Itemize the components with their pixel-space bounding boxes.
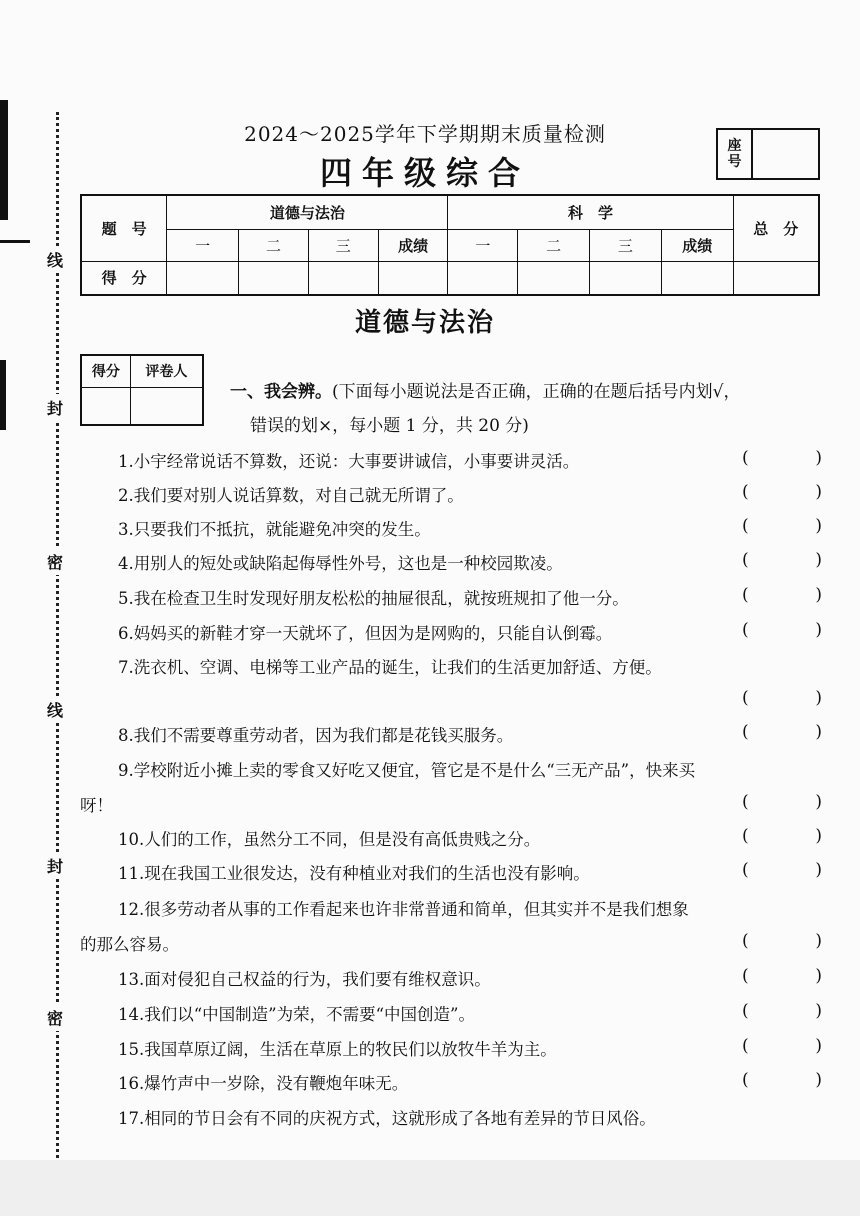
grader-reviewer-label: 评卷人 (130, 355, 203, 387)
answer-bracket[interactable]: ( ) (742, 585, 822, 605)
score-cell[interactable] (167, 261, 239, 295)
part1-label: 一、我会辨。 (230, 382, 332, 402)
col-header: 二 (518, 229, 590, 261)
col-header: 成绩 (378, 229, 448, 261)
binding-label-line: 线 (47, 246, 63, 273)
score-cell[interactable] (239, 261, 309, 295)
answer-bracket[interactable]: ( ) (742, 966, 822, 986)
answer-bracket[interactable]: ( ) (742, 448, 822, 468)
answer-bracket[interactable]: ( ) (742, 688, 822, 708)
answer-bracket[interactable]: ( ) (742, 1036, 822, 1056)
question-item: 7.洗衣机、空调、电梯等工业产品的诞生，让我们的生活更加舒适、方便。 (118, 658, 662, 677)
exam-subtitle: 四年级综合 (319, 154, 530, 192)
answer-bracket[interactable]: ( ) (742, 792, 822, 812)
question-item: 14.我们以“中国制造”为荣，不需要“中国创造”。 (118, 1005, 475, 1024)
question-item: 3.只要我们不抵抗，就能避免冲突的发生。 (118, 520, 431, 539)
answer-bracket[interactable]: ( ) (742, 860, 822, 880)
binding-edge-mark (0, 240, 30, 243)
question-item: 1.小宇经常说话不算数，还说：大事要讲诚信，小事要讲灵活。 (118, 452, 580, 471)
col-header: 二 (239, 229, 309, 261)
part1-instruction: 一、我会辨。(下面每小题说法是否正确，正确的在题后括号内划√， (230, 382, 741, 402)
seat-number-field[interactable] (753, 130, 818, 178)
score-table (80, 194, 820, 296)
col-header: 三 (308, 229, 378, 261)
answer-bracket[interactable]: ( ) (742, 1070, 822, 1090)
scan-margin (0, 1160, 860, 1216)
col-header: 一 (167, 229, 239, 261)
answer-bracket[interactable]: ( ) (742, 931, 822, 951)
question-item-cont: 呀！ (80, 796, 113, 815)
binding-label-seal: 封 (47, 394, 63, 421)
row-label-score: 得 分 (81, 261, 167, 295)
answer-bracket[interactable]: ( ) (742, 482, 822, 502)
total-score-cell[interactable] (733, 261, 819, 295)
binding-label-secret: 密 (47, 548, 63, 575)
binding-label-line: 线 (47, 696, 63, 723)
grader-box (80, 354, 204, 426)
binding-edge-mark (0, 360, 6, 430)
answer-bracket[interactable]: ( ) (742, 722, 822, 742)
question-item: 11.现在我国工业很发达，没有种植业对我们的生活也没有影响。 (118, 864, 590, 883)
part1-instruction-cont: 错误的划×，每小题 1 分，共 20 分) (250, 416, 529, 436)
question-item-cont: 的那么容易。 (80, 935, 179, 954)
answer-bracket[interactable]: ( ) (742, 516, 822, 536)
answer-bracket[interactable]: ( ) (742, 826, 822, 846)
grader-score-label: 得分 (81, 355, 130, 387)
question-item: 6.妈妈买的新鞋才穿一天就坏了，但因为是网购的，只能自认倒霉。 (118, 624, 613, 643)
score-cell[interactable] (518, 261, 590, 295)
score-cell[interactable] (590, 261, 662, 295)
seat-number-box[interactable] (716, 128, 820, 180)
exam-title: 2024～2025学年下学期期末质量检测 (244, 122, 606, 146)
question-item: 2.我们要对别人说话算数，对自己就无所谓了。 (118, 486, 464, 505)
binding-label-seal: 封 (47, 852, 63, 879)
question-item: 12.很多劳动者从事的工作看起来也许非常普通和简单，但其实并不是我们想象 (118, 900, 689, 919)
total-score-header: 总 分 (733, 195, 819, 261)
section-heading: 道德与法治 (354, 308, 495, 338)
question-item: 15.我国草原辽阔，生活在草原上的牧民们以放牧牛羊为主。 (118, 1040, 557, 1059)
grader-reviewer-cell[interactable] (130, 387, 203, 425)
seat-label: 座 号 (718, 130, 753, 178)
col-header: 一 (448, 229, 518, 261)
score-cell[interactable] (378, 261, 448, 295)
col-header: 成绩 (661, 229, 733, 261)
answer-bracket[interactable]: ( ) (742, 620, 822, 640)
question-item: 17.相同的节日会有不同的庆祝方式，这就形成了各地有差异的节日风俗。 (118, 1109, 656, 1128)
row-label-question: 题 号 (81, 195, 167, 261)
binding-label-secret: 密 (47, 1004, 63, 1031)
col-header: 三 (590, 229, 662, 261)
answer-bracket[interactable]: ( ) (742, 1001, 822, 1021)
score-cell[interactable] (308, 261, 378, 295)
group-science-header: 科 学 (448, 195, 733, 229)
question-item: 16.爆竹声中一岁除，没有鞭炮年味无。 (118, 1074, 409, 1093)
question-item: 13.面对侵犯自己权益的行为，我们要有维权意识。 (118, 970, 491, 989)
question-item: 9.学校附近小摊上卖的零食又好吃又便宜，管它是不是什么“三无产品”，快来买 (118, 761, 696, 780)
binding-edge-mark (0, 100, 8, 220)
question-item: 4.用别人的短处或缺陷起侮辱性外号，这也是一种校园欺凌。 (118, 554, 563, 573)
question-item: 8.我们不需要尊重劳动者，因为我们都是花钱买服务。 (118, 726, 514, 745)
group-moral-header: 道德与法治 (167, 195, 448, 229)
answer-bracket[interactable]: ( ) (742, 550, 822, 570)
score-cell[interactable] (661, 261, 733, 295)
score-cell[interactable] (448, 261, 518, 295)
grader-score-cell[interactable] (81, 387, 130, 425)
question-item: 10.人们的工作，虽然分工不同，但是没有高低贵贱之分。 (118, 830, 541, 849)
question-item: 5.我在检查卫生时发现好朋友松松的抽屉很乱，就按班规扣了他一分。 (118, 589, 629, 608)
